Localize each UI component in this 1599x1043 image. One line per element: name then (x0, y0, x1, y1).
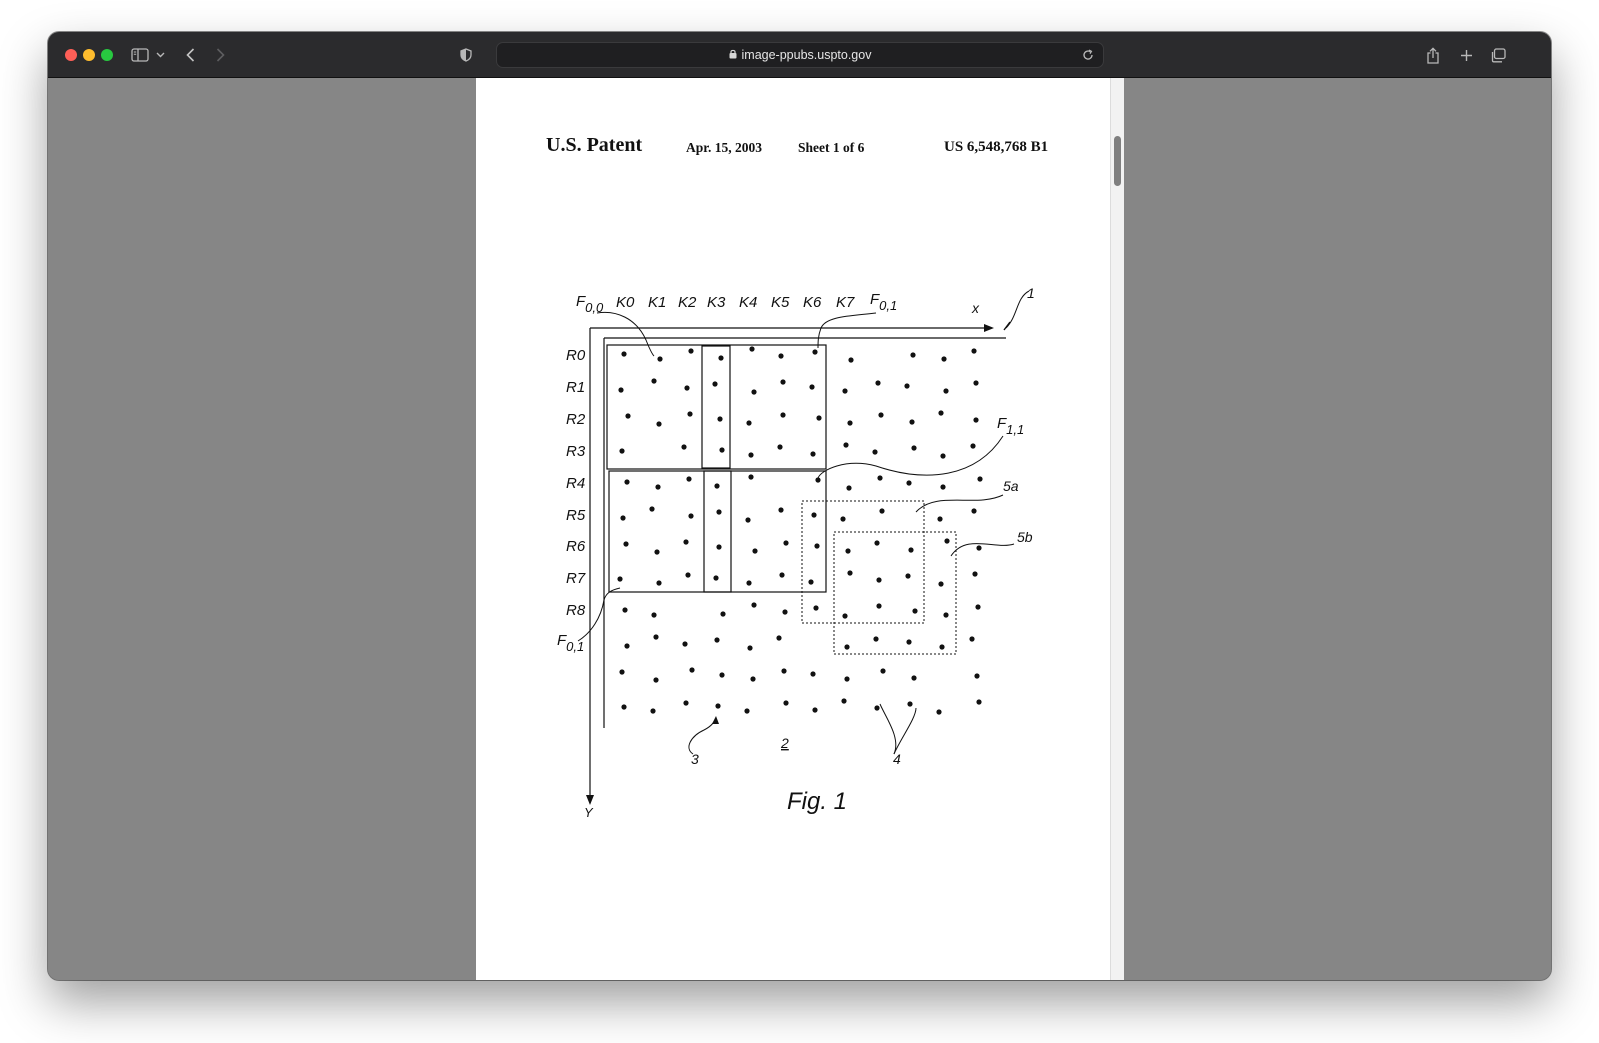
pixel-dot (625, 413, 630, 418)
pixel-dot (904, 383, 909, 388)
pixel-dot (776, 635, 781, 640)
pixel-dot (874, 705, 879, 710)
pixel-dot (944, 538, 949, 543)
pixel-dot (842, 388, 847, 393)
browser-toolbar (48, 32, 1551, 78)
pixel-dot (936, 709, 941, 714)
column-label: K2 (678, 294, 697, 311)
pixel-dot (779, 572, 784, 577)
pixel-dot (624, 479, 629, 484)
pixel-dot (689, 667, 694, 672)
column-label: K6 (803, 294, 822, 311)
pixel-dot (719, 447, 724, 452)
pdf-viewer (48, 78, 1551, 980)
pixel-dot (714, 483, 719, 488)
pixel-dot (943, 388, 948, 393)
pixel-dot (877, 475, 882, 480)
pixel-dot (621, 704, 626, 709)
pixel-dot (840, 516, 845, 521)
pixel-dot (651, 378, 656, 383)
pixel-dot (782, 609, 787, 614)
column-box-k3-lower (704, 471, 731, 592)
leader-ref-3-arrow (712, 716, 719, 724)
pixel-dot (844, 644, 849, 649)
pixel-dot (682, 641, 687, 646)
chevron-down-icon[interactable] (154, 43, 166, 67)
pixel-dot (746, 580, 751, 585)
figure-caption: Fig. 1 (787, 788, 848, 815)
reference-numeral-1: 1 (1027, 285, 1035, 301)
minimize-window-button[interactable] (83, 49, 95, 61)
pixel-dot (687, 411, 692, 416)
reload-icon[interactable] (1080, 47, 1096, 63)
pixel-dot (906, 639, 911, 644)
pixel-dot (751, 389, 756, 394)
patent-figure (476, 78, 1124, 980)
pixel-dot (906, 480, 911, 485)
back-arrow-icon[interactable] (182, 43, 198, 67)
pixel-dot (777, 444, 782, 449)
pixel-dot (943, 612, 948, 617)
pixel-dot (748, 452, 753, 457)
pixel-dots (617, 346, 982, 714)
row-label: R2 (566, 411, 586, 428)
column-label: K4 (739, 294, 758, 311)
row-label: R8 (566, 602, 586, 619)
leader-f00 (597, 312, 654, 356)
pixel-dot (971, 508, 976, 513)
url-text: image-ppubs.uspto.gov (741, 48, 872, 62)
pixel-dot (657, 356, 662, 361)
pixel-dot (747, 645, 752, 650)
pixel-dot (656, 580, 661, 585)
reference-numeral-5a: 5a (1003, 478, 1019, 494)
pixel-dot (813, 605, 818, 610)
pixel-dot (848, 357, 853, 362)
leader-ref-3 (689, 718, 716, 754)
leader-5a (916, 495, 1003, 512)
pixel-dot (684, 385, 689, 390)
plus-icon[interactable] (1456, 43, 1476, 67)
pixel-dot (937, 516, 942, 521)
frame-letter: F (870, 291, 880, 308)
pixel-dot (873, 636, 878, 641)
pixel-dot (617, 576, 622, 581)
pixel-dot (714, 637, 719, 642)
pixel-dot (746, 420, 751, 425)
leader-ref-1-arrow (1004, 322, 1010, 330)
frame-index: 0,1 (566, 639, 585, 654)
pixel-dot (815, 477, 820, 482)
pixel-dot (973, 380, 978, 385)
patent-title: U.S. Patent (546, 134, 643, 156)
column-label: K1 (648, 294, 667, 311)
frame-letter: F (997, 415, 1007, 432)
pixel-dot (688, 348, 693, 353)
frame-label-f11 (997, 415, 1024, 437)
pixel-dot (715, 703, 720, 708)
frame-letter: F (576, 293, 586, 310)
pixel-dot (681, 444, 686, 449)
pixel-dot (688, 513, 693, 518)
row-labels (566, 347, 586, 619)
pixel-dot (716, 509, 721, 514)
pixel-dot (686, 476, 691, 481)
x-axis-arrow (984, 324, 994, 332)
patent-sheet: Sheet 1 of 6 (798, 140, 865, 155)
row-label: R1 (566, 379, 586, 396)
frame-index: 1,1 (1006, 422, 1025, 437)
column-label: K5 (771, 294, 790, 311)
pixel-dot (653, 677, 658, 682)
column-label: K7 (836, 294, 855, 311)
pixel-dot (716, 544, 721, 549)
pixel-dot (744, 708, 749, 713)
reference-numeral-2: 2 (781, 735, 789, 751)
pixel-dot (683, 539, 688, 544)
pixel-dot (656, 421, 661, 426)
pixel-dot (841, 698, 846, 703)
pixel-dot (809, 384, 814, 389)
reference-numeral-4: 4 (893, 751, 901, 767)
y-axis-arrow (586, 795, 594, 805)
pixel-dot (719, 672, 724, 677)
pixel-dot (847, 420, 852, 425)
pixel-dot (816, 415, 821, 420)
pixel-dot (812, 707, 817, 712)
column-box-k3-upper (702, 346, 730, 468)
pixel-dot (808, 579, 813, 584)
pixel-dot (654, 549, 659, 554)
pixel-dot (878, 412, 883, 417)
scrollbar-thumb[interactable] (1114, 136, 1121, 186)
block-5b (834, 532, 956, 654)
pixel-dot (938, 410, 943, 415)
pixel-dot (649, 506, 654, 511)
pixel-dot (876, 577, 881, 582)
pixel-dot (874, 540, 879, 545)
pixel-dot (973, 417, 978, 422)
scrollbar[interactable] (1110, 78, 1124, 980)
column-labels (616, 294, 855, 311)
tab-overview-icon[interactable] (1488, 43, 1508, 67)
pixel-dot (713, 575, 718, 580)
pixel-dot (683, 700, 688, 705)
pixel-dot (843, 442, 848, 447)
pixel-dot (783, 700, 788, 705)
pixel-dot (810, 671, 815, 676)
pixel-dot (783, 540, 788, 545)
forward-arrow-icon[interactable] (212, 43, 228, 67)
zoom-window-button[interactable] (101, 49, 113, 61)
row-label: R4 (566, 475, 586, 492)
pixel-dot (976, 545, 981, 550)
row-label: R7 (566, 570, 586, 587)
pixel-dot (717, 416, 722, 421)
patent-page (476, 78, 1124, 980)
pixel-dot (778, 353, 783, 358)
row-label: R0 (566, 347, 586, 364)
pixel-dot (811, 512, 816, 517)
column-label: K3 (707, 294, 726, 311)
pixel-dot (909, 419, 914, 424)
pixel-dot (618, 387, 623, 392)
pixel-dot (969, 636, 974, 641)
reference-numeral-5b: 5b (1017, 529, 1033, 545)
pixel-dot (623, 541, 628, 546)
pixel-dot (977, 476, 982, 481)
frame-label-f01-top (870, 291, 897, 313)
pixel-dot (872, 449, 877, 454)
pixel-dot (970, 443, 975, 448)
pixel-dot (971, 348, 976, 353)
leader-f11 (818, 436, 1003, 478)
pixel-dot (650, 708, 655, 713)
pixel-dot (651, 612, 656, 617)
pixel-dot (905, 573, 910, 578)
axis-label-y: Y (584, 805, 593, 820)
pixel-dot (621, 351, 626, 356)
pixel-dot (846, 485, 851, 490)
pixel-dot (620, 515, 625, 520)
pixel-dot (751, 602, 756, 607)
pixel-dot (780, 379, 785, 384)
pixel-dot (938, 581, 943, 586)
pixel-dot (941, 356, 946, 361)
sidebar-icon[interactable] (130, 43, 150, 67)
pixel-dot (976, 699, 981, 704)
pixel-dot (778, 507, 783, 512)
pixel-dot (880, 668, 885, 673)
frame-index: 0,1 (879, 298, 898, 313)
pixel-dot (845, 548, 850, 553)
pixel-dot (847, 570, 852, 575)
frame-f01 (609, 471, 826, 592)
pixel-dot (972, 571, 977, 576)
pixel-dot (911, 445, 916, 450)
lock-icon (729, 48, 737, 62)
pixel-dot (780, 412, 785, 417)
patent-number: US 6,548,768 B1 (944, 139, 1049, 155)
pixel-dot (879, 508, 884, 513)
pixel-dot (812, 349, 817, 354)
pixel-dot (748, 474, 753, 479)
pixel-dot (940, 484, 945, 489)
pixel-dot (910, 352, 915, 357)
share-icon[interactable] (1423, 43, 1443, 67)
pixel-dot (940, 453, 945, 458)
pixel-dot (974, 673, 979, 678)
frame-index: 0,0 (585, 300, 604, 315)
patent-date: Apr. 15, 2003 (686, 140, 763, 155)
frame-label-f01-left (557, 632, 584, 654)
reference-numeral-3: 3 (691, 751, 699, 767)
leader-ref-4b (894, 708, 916, 754)
pixel-dot (911, 675, 916, 680)
frame-f00 (607, 345, 826, 469)
pixel-dot (624, 643, 629, 648)
pixel-dot (653, 634, 658, 639)
pixel-dot (814, 543, 819, 548)
address-bar[interactable] (496, 42, 1104, 68)
pixel-dot (749, 346, 754, 351)
axis-label-x: x (972, 300, 979, 316)
shield-icon[interactable] (458, 43, 474, 67)
row-label: R3 (566, 443, 586, 460)
pixel-dot (842, 613, 847, 618)
pixel-dot (752, 548, 757, 553)
pixel-dot (810, 451, 815, 456)
pixel-dot (718, 355, 723, 360)
pixel-dot (912, 608, 917, 613)
pixel-dot (975, 604, 980, 609)
pixel-dot (720, 611, 725, 616)
block-5a (802, 501, 924, 623)
pixel-dot (685, 572, 690, 577)
pixel-dot (876, 603, 881, 608)
frame-letter: F (557, 632, 567, 649)
row-label: R6 (566, 538, 586, 555)
pixel-dot (844, 676, 849, 681)
pixel-dot (781, 668, 786, 673)
leader-f01-top (818, 313, 876, 348)
frame-label-f00 (576, 293, 604, 315)
pixel-dot (875, 380, 880, 385)
close-window-button[interactable] (65, 49, 77, 61)
pixel-dot (712, 381, 717, 386)
pixel-dot (745, 517, 750, 522)
pixel-dot (619, 448, 624, 453)
browser-window (48, 32, 1551, 980)
pixel-dot (908, 547, 913, 552)
pixel-dot (619, 669, 624, 674)
pixel-dot (907, 701, 912, 706)
pixel-dot (750, 676, 755, 681)
leader-5b (951, 544, 1014, 556)
pixel-dot (622, 607, 627, 612)
pixel-dot (655, 484, 660, 489)
pixel-dot (939, 644, 944, 649)
leader-ref-4a (880, 704, 896, 754)
column-label: K0 (616, 294, 635, 311)
row-label: R5 (566, 507, 586, 524)
